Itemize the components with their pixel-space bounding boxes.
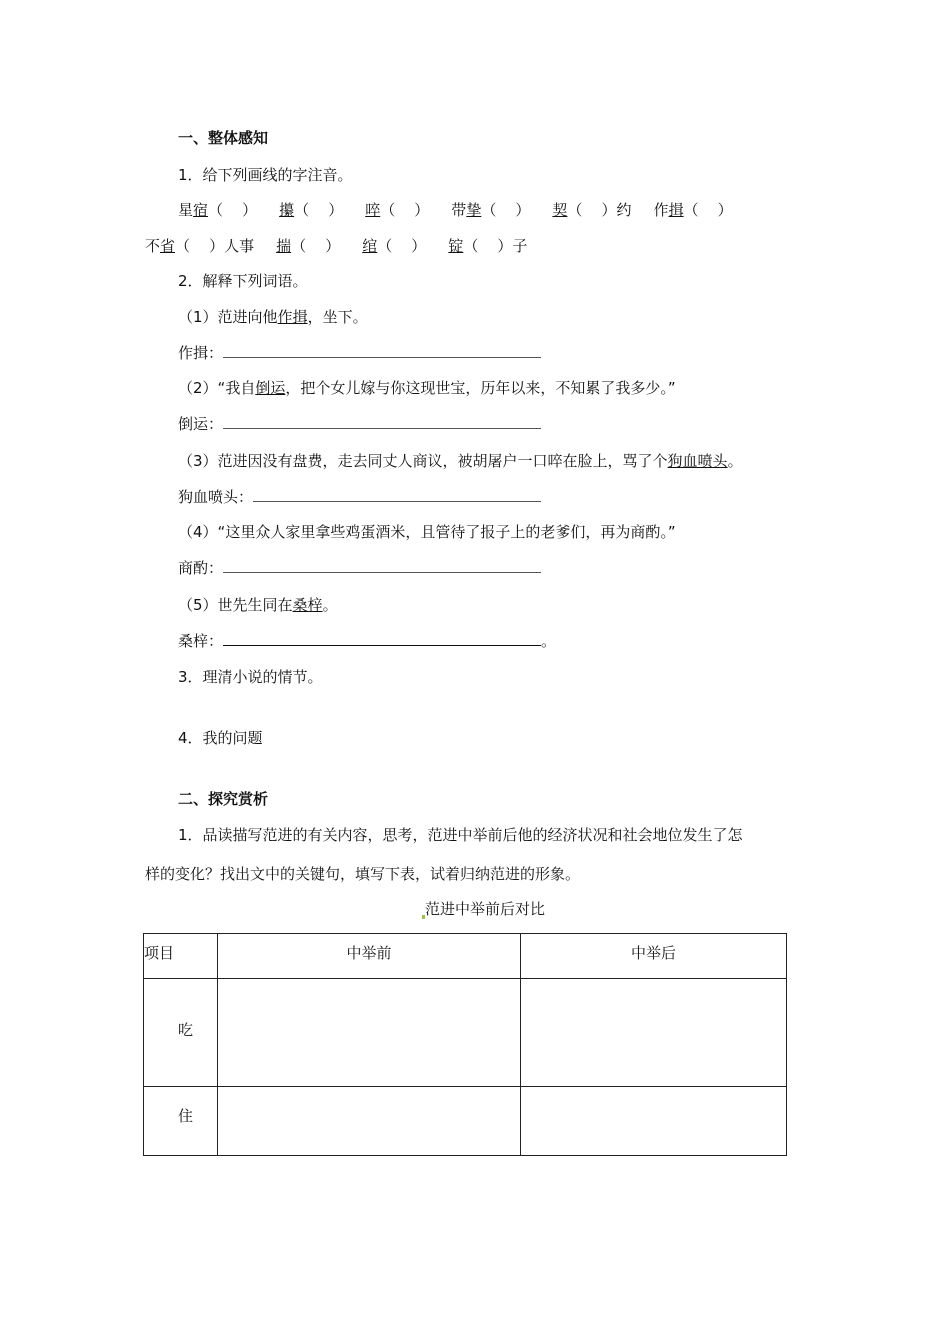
pinyin-blank[interactable]: （ ） bbox=[463, 237, 513, 255]
q4-text: 4．我的问题 bbox=[178, 729, 263, 747]
pinyin-blank[interactable]: （ ） bbox=[208, 201, 258, 219]
q2-prompt: 2．解释下列词语。 bbox=[178, 272, 308, 290]
pinyin-item bbox=[145, 237, 254, 255]
sentence-post: 。 bbox=[322, 596, 338, 614]
pinyin-item bbox=[279, 201, 343, 219]
pinyin-post: 人事 bbox=[224, 237, 255, 255]
sentence-word: 狗血喷头 bbox=[667, 452, 728, 470]
pinyin-blank[interactable]: （ ） bbox=[683, 201, 733, 219]
sentence-pre: （2）“我自 bbox=[178, 379, 256, 397]
q1-row2 bbox=[145, 236, 527, 256]
sentence-post: 。 bbox=[727, 452, 743, 470]
row-label-live: 住 bbox=[144, 1087, 218, 1156]
pinyin-pre: 星 bbox=[178, 201, 194, 219]
q2-sentence bbox=[178, 595, 338, 615]
pinyin-blank[interactable]: （ ） bbox=[291, 237, 341, 255]
row-label-eat: 吃 bbox=[144, 979, 218, 1087]
q2-sentence bbox=[178, 307, 368, 327]
answer-label: 狗血喷头： bbox=[178, 488, 254, 506]
answer-blank[interactable] bbox=[223, 343, 541, 358]
answer-blank[interactable] bbox=[223, 414, 541, 429]
pinyin-item bbox=[276, 237, 340, 255]
q3-text: 3．理清小说的情节。 bbox=[178, 668, 323, 686]
sentence-word: 倒运 bbox=[255, 379, 286, 397]
answer-label: 作揖： bbox=[178, 344, 224, 362]
q2-answer-line bbox=[178, 487, 541, 507]
pinyin-post: 子 bbox=[512, 237, 528, 255]
pinyin-char: 攥 bbox=[279, 201, 295, 219]
header-item: 项目 bbox=[144, 934, 218, 979]
pinyin-item bbox=[451, 201, 530, 219]
pinyin-blank[interactable]: （ ） bbox=[567, 201, 617, 219]
answer-label: 桑梓： bbox=[178, 632, 224, 650]
cell-eat-after[interactable] bbox=[521, 979, 787, 1087]
pinyin-char: 揣 bbox=[276, 237, 292, 255]
pinyin-char: 省 bbox=[160, 237, 176, 255]
sentence-pre: （1）范进向他 bbox=[178, 308, 278, 326]
pinyin-blank[interactable]: （ ） bbox=[294, 201, 344, 219]
cell-live-after[interactable] bbox=[521, 1087, 787, 1156]
pinyin-item bbox=[362, 237, 426, 255]
cell-live-before[interactable] bbox=[218, 1087, 521, 1156]
sentence-pre: （4）“这里众人家里拿些鸡蛋酒米，且管待了报子上的老爹们，再为商酌。” bbox=[178, 523, 676, 541]
sentence-pre: （3）范进因没有盘费，走去同丈人商议，被胡屠户一口啐在脸上，骂了个 bbox=[178, 452, 668, 470]
pinyin-char: 锭 bbox=[448, 237, 464, 255]
q2-answer-line bbox=[178, 558, 541, 578]
table-caption-text: 范进中举前后对比 bbox=[425, 900, 546, 918]
q2-answer-line bbox=[178, 343, 541, 363]
pinyin-pre: 带 bbox=[451, 201, 467, 219]
sentence-post: ，把个女儿嫁与你这现世宝，历年以来，不知累了我多少。” bbox=[285, 379, 676, 397]
pinyin-item bbox=[365, 201, 429, 219]
q2-sentence bbox=[178, 451, 743, 471]
answer-label: 商酌： bbox=[178, 559, 224, 577]
section-1-title: 一、整体感知 bbox=[178, 129, 269, 147]
pinyin-blank[interactable]: （ ） bbox=[175, 237, 225, 255]
pinyin-blank[interactable]: （ ） bbox=[481, 201, 531, 219]
s2-q1-line2: 样的变化？找出文中的关键句，填写下表，试着归纳范进的形象。 bbox=[145, 865, 581, 883]
q2-answer-line bbox=[178, 631, 556, 651]
answer-end: 。 bbox=[541, 632, 557, 650]
cell-eat-before[interactable] bbox=[218, 979, 521, 1087]
sentence-post: ，坐下。 bbox=[307, 308, 368, 326]
pinyin-item bbox=[448, 237, 527, 255]
sentence-pre: （5）世先生同在 bbox=[178, 596, 293, 614]
q1-prompt: 1．给下列画线的字注音。 bbox=[178, 166, 353, 184]
pinyin-char: 绾 bbox=[362, 237, 378, 255]
answer-blank[interactable] bbox=[253, 487, 541, 502]
q2-sentence bbox=[178, 378, 676, 398]
answer-blank[interactable] bbox=[223, 631, 541, 646]
pinyin-char: 啐 bbox=[365, 201, 381, 219]
q1-row1 bbox=[178, 200, 733, 220]
pinyin-item bbox=[552, 201, 631, 219]
answer-label: 倒运： bbox=[178, 415, 224, 433]
answer-blank[interactable] bbox=[223, 558, 541, 573]
s2-q1-line1: 1．品读描写范进的有关内容，思考，范进中举前后他的经济状况和社会地位发生了怎 bbox=[178, 826, 743, 844]
header-after: 中举后 bbox=[521, 934, 787, 979]
pinyin-char: 揖 bbox=[668, 201, 684, 219]
pinyin-blank[interactable]: （ ） bbox=[377, 237, 427, 255]
pinyin-char: 契 bbox=[552, 201, 568, 219]
q2-answer-line bbox=[178, 414, 541, 434]
table-caption bbox=[422, 899, 545, 919]
sentence-word: 作揖 bbox=[277, 308, 308, 326]
pinyin-pre: 不 bbox=[145, 237, 161, 255]
pinyin-blank[interactable]: （ ） bbox=[380, 201, 430, 219]
pinyin-post: 约 bbox=[616, 201, 632, 219]
pinyin-item bbox=[654, 201, 733, 219]
pinyin-item bbox=[178, 201, 257, 219]
q2-sentence bbox=[178, 522, 676, 542]
comparison-table bbox=[143, 933, 787, 1156]
pinyin-char: 宿 bbox=[193, 201, 209, 219]
section-2-title: 二、探究赏析 bbox=[178, 790, 269, 808]
header-before: 中举前 bbox=[218, 934, 521, 979]
pinyin-char: 挚 bbox=[466, 201, 482, 219]
pinyin-pre: 作 bbox=[653, 201, 669, 219]
sentence-word: 桑梓 bbox=[292, 596, 323, 614]
